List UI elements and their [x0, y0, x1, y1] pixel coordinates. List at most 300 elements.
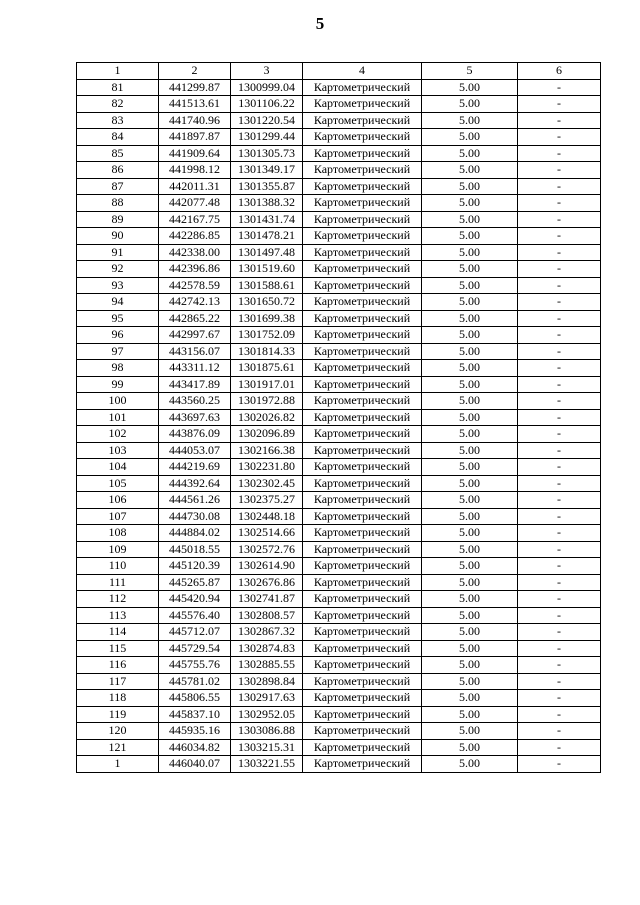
note-cell: -	[518, 706, 601, 723]
point-number-cell: 105	[77, 475, 159, 492]
y-coordinate-cell: 1301299.44	[231, 129, 303, 146]
point-number-cell: 106	[77, 492, 159, 509]
column-header: 2	[159, 63, 231, 80]
table-row	[77, 178, 601, 195]
note-cell: -	[518, 558, 601, 575]
accuracy-cell: 5.00	[422, 96, 518, 113]
method-cell: Картометрический	[303, 277, 422, 294]
accuracy-cell: 5.00	[422, 739, 518, 756]
table-row	[77, 211, 601, 228]
note-cell: -	[518, 79, 601, 96]
x-coordinate-cell: 445806.55	[159, 690, 231, 707]
table-row	[77, 756, 601, 773]
point-number-cell: 96	[77, 327, 159, 344]
x-coordinate-cell: 446040.07	[159, 756, 231, 773]
note-cell: -	[518, 162, 601, 179]
x-coordinate-cell: 441909.64	[159, 145, 231, 162]
column-header: 5	[422, 63, 518, 80]
method-cell: Картометрический	[303, 657, 422, 674]
table-row	[77, 607, 601, 624]
y-coordinate-cell: 1301650.72	[231, 294, 303, 311]
accuracy-cell: 5.00	[422, 277, 518, 294]
y-coordinate-cell: 1301699.38	[231, 310, 303, 327]
x-coordinate-cell: 442011.31	[159, 178, 231, 195]
table-row	[77, 574, 601, 591]
note-cell: -	[518, 393, 601, 410]
point-number-cell: 84	[77, 129, 159, 146]
x-coordinate-cell: 442167.75	[159, 211, 231, 228]
point-number-cell: 95	[77, 310, 159, 327]
method-cell: Картометрический	[303, 195, 422, 212]
y-coordinate-cell: 1301349.17	[231, 162, 303, 179]
method-cell: Картометрический	[303, 541, 422, 558]
table-row	[77, 310, 601, 327]
point-number-cell: 91	[77, 244, 159, 261]
point-number-cell: 87	[77, 178, 159, 195]
table-row	[77, 508, 601, 525]
x-coordinate-cell: 443417.89	[159, 376, 231, 393]
accuracy-cell: 5.00	[422, 475, 518, 492]
column-header: 4	[303, 63, 422, 80]
x-coordinate-cell: 444730.08	[159, 508, 231, 525]
y-coordinate-cell: 1301814.33	[231, 343, 303, 360]
y-coordinate-cell: 1302096.89	[231, 426, 303, 443]
note-cell: -	[518, 310, 601, 327]
x-coordinate-cell: 442286.85	[159, 228, 231, 245]
y-coordinate-cell: 1302867.32	[231, 624, 303, 641]
table-row	[77, 79, 601, 96]
note-cell: -	[518, 723, 601, 740]
accuracy-cell: 5.00	[422, 79, 518, 96]
method-cell: Картометрический	[303, 360, 422, 377]
accuracy-cell: 5.00	[422, 360, 518, 377]
x-coordinate-cell: 442742.13	[159, 294, 231, 311]
method-cell: Картометрический	[303, 442, 422, 459]
x-coordinate-cell: 444884.02	[159, 525, 231, 542]
x-coordinate-cell: 445837.10	[159, 706, 231, 723]
note-cell: -	[518, 739, 601, 756]
note-cell: -	[518, 294, 601, 311]
x-coordinate-cell: 442865.22	[159, 310, 231, 327]
y-coordinate-cell: 1301355.87	[231, 178, 303, 195]
x-coordinate-cell: 442578.59	[159, 277, 231, 294]
y-coordinate-cell: 1302231.80	[231, 459, 303, 476]
accuracy-cell: 5.00	[422, 558, 518, 575]
table-row	[77, 475, 601, 492]
method-cell: Картометрический	[303, 624, 422, 641]
note-cell: -	[518, 574, 601, 591]
note-cell: -	[518, 96, 601, 113]
point-number-cell: 107	[77, 508, 159, 525]
table-row	[77, 657, 601, 674]
point-number-cell: 112	[77, 591, 159, 608]
method-cell: Картометрический	[303, 162, 422, 179]
x-coordinate-cell: 445420.94	[159, 591, 231, 608]
x-coordinate-cell: 445120.39	[159, 558, 231, 575]
point-number-cell: 90	[77, 228, 159, 245]
method-cell: Картометрический	[303, 607, 422, 624]
x-coordinate-cell: 445265.87	[159, 574, 231, 591]
x-coordinate-cell: 441897.87	[159, 129, 231, 146]
accuracy-cell: 5.00	[422, 112, 518, 129]
accuracy-cell: 5.00	[422, 624, 518, 641]
method-cell: Картометрический	[303, 228, 422, 245]
accuracy-cell: 5.00	[422, 607, 518, 624]
accuracy-cell: 5.00	[422, 376, 518, 393]
accuracy-cell: 5.00	[422, 145, 518, 162]
x-coordinate-cell: 445781.02	[159, 673, 231, 690]
y-coordinate-cell: 1302885.55	[231, 657, 303, 674]
table-row	[77, 261, 601, 278]
x-coordinate-cell: 441998.12	[159, 162, 231, 179]
y-coordinate-cell: 1302952.05	[231, 706, 303, 723]
point-number-cell: 89	[77, 211, 159, 228]
column-header: 3	[231, 63, 303, 80]
x-coordinate-cell: 445576.40	[159, 607, 231, 624]
method-cell: Картометрический	[303, 640, 422, 657]
point-number-cell: 1	[77, 756, 159, 773]
table-row	[77, 492, 601, 509]
table-row	[77, 409, 601, 426]
table-row	[77, 376, 601, 393]
method-cell: Картометрический	[303, 492, 422, 509]
accuracy-cell: 5.00	[422, 706, 518, 723]
accuracy-cell: 5.00	[422, 723, 518, 740]
x-coordinate-cell: 442338.00	[159, 244, 231, 261]
x-coordinate-cell: 446034.82	[159, 739, 231, 756]
point-number-cell: 116	[77, 657, 159, 674]
accuracy-cell: 5.00	[422, 310, 518, 327]
accuracy-cell: 5.00	[422, 508, 518, 525]
accuracy-cell: 5.00	[422, 343, 518, 360]
note-cell: -	[518, 426, 601, 443]
x-coordinate-cell: 445729.54	[159, 640, 231, 657]
accuracy-cell: 5.00	[422, 525, 518, 542]
table-header-row	[77, 63, 601, 80]
accuracy-cell: 5.00	[422, 442, 518, 459]
point-number-cell: 86	[77, 162, 159, 179]
y-coordinate-cell: 1301519.60	[231, 261, 303, 278]
method-cell: Картометрический	[303, 723, 422, 740]
x-coordinate-cell: 444392.64	[159, 475, 231, 492]
accuracy-cell: 5.00	[422, 327, 518, 344]
accuracy-cell: 5.00	[422, 129, 518, 146]
y-coordinate-cell: 1302741.87	[231, 591, 303, 608]
note-cell: -	[518, 624, 601, 641]
point-number-cell: 99	[77, 376, 159, 393]
method-cell: Картометрический	[303, 690, 422, 707]
method-cell: Картометрический	[303, 706, 422, 723]
x-coordinate-cell: 443560.25	[159, 393, 231, 410]
y-coordinate-cell: 1302026.82	[231, 409, 303, 426]
y-coordinate-cell: 1301431.74	[231, 211, 303, 228]
point-number-cell: 109	[77, 541, 159, 558]
method-cell: Картометрический	[303, 376, 422, 393]
y-coordinate-cell: 1302302.45	[231, 475, 303, 492]
x-coordinate-cell: 445935.16	[159, 723, 231, 740]
note-cell: -	[518, 525, 601, 542]
y-coordinate-cell: 1301588.61	[231, 277, 303, 294]
point-number-cell: 81	[77, 79, 159, 96]
accuracy-cell: 5.00	[422, 541, 518, 558]
point-number-cell: 114	[77, 624, 159, 641]
y-coordinate-cell: 1302514.66	[231, 525, 303, 542]
method-cell: Картометрический	[303, 574, 422, 591]
x-coordinate-cell: 445018.55	[159, 541, 231, 558]
point-number-cell: 102	[77, 426, 159, 443]
note-cell: -	[518, 492, 601, 509]
x-coordinate-cell: 442997.67	[159, 327, 231, 344]
accuracy-cell: 5.00	[422, 261, 518, 278]
method-cell: Картометрический	[303, 426, 422, 443]
x-coordinate-cell: 442396.86	[159, 261, 231, 278]
note-cell: -	[518, 360, 601, 377]
point-number-cell: 104	[77, 459, 159, 476]
y-coordinate-cell: 1302676.86	[231, 574, 303, 591]
note-cell: -	[518, 195, 601, 212]
point-number-cell: 85	[77, 145, 159, 162]
y-coordinate-cell: 1302375.27	[231, 492, 303, 509]
point-number-cell: 118	[77, 690, 159, 707]
point-number-cell: 115	[77, 640, 159, 657]
y-coordinate-cell: 1302874.83	[231, 640, 303, 657]
table-row	[77, 673, 601, 690]
point-number-cell: 83	[77, 112, 159, 129]
table-row	[77, 343, 601, 360]
x-coordinate-cell: 442077.48	[159, 195, 231, 212]
method-cell: Картометрический	[303, 244, 422, 261]
note-cell: -	[518, 442, 601, 459]
accuracy-cell: 5.00	[422, 409, 518, 426]
point-number-cell: 97	[77, 343, 159, 360]
page-number: 5	[315, 14, 325, 33]
accuracy-cell: 5.00	[422, 492, 518, 509]
method-cell: Картометрический	[303, 294, 422, 311]
coordinates-table	[76, 62, 601, 773]
accuracy-cell: 5.00	[422, 162, 518, 179]
y-coordinate-cell: 1302572.76	[231, 541, 303, 558]
accuracy-cell: 5.00	[422, 657, 518, 674]
column-header: 1	[77, 63, 159, 80]
method-cell: Картометрический	[303, 393, 422, 410]
x-coordinate-cell: 443697.63	[159, 409, 231, 426]
table-row	[77, 96, 601, 113]
note-cell: -	[518, 591, 601, 608]
accuracy-cell: 5.00	[422, 228, 518, 245]
method-cell: Картометрический	[303, 459, 422, 476]
point-number-cell: 98	[77, 360, 159, 377]
table-row	[77, 525, 601, 542]
method-cell: Картометрический	[303, 79, 422, 96]
point-number-cell: 82	[77, 96, 159, 113]
note-cell: -	[518, 673, 601, 690]
method-cell: Картометрический	[303, 739, 422, 756]
accuracy-cell: 5.00	[422, 211, 518, 228]
y-coordinate-cell: 1301388.32	[231, 195, 303, 212]
method-cell: Картометрический	[303, 112, 422, 129]
y-coordinate-cell: 1301972.88	[231, 393, 303, 410]
y-coordinate-cell: 1303215.31	[231, 739, 303, 756]
table-row	[77, 541, 601, 558]
x-coordinate-cell: 445712.07	[159, 624, 231, 641]
method-cell: Картометрический	[303, 756, 422, 773]
table-row	[77, 624, 601, 641]
method-cell: Картометрический	[303, 673, 422, 690]
y-coordinate-cell: 1303221.55	[231, 756, 303, 773]
method-cell: Картометрический	[303, 261, 422, 278]
point-number-cell: 92	[77, 261, 159, 278]
note-cell: -	[518, 376, 601, 393]
y-coordinate-cell: 1301305.73	[231, 145, 303, 162]
y-coordinate-cell: 1301497.48	[231, 244, 303, 261]
x-coordinate-cell: 441299.87	[159, 79, 231, 96]
note-cell: -	[518, 129, 601, 146]
x-coordinate-cell: 441740.96	[159, 112, 231, 129]
y-coordinate-cell: 1301106.22	[231, 96, 303, 113]
x-coordinate-cell: 441513.61	[159, 96, 231, 113]
note-cell: -	[518, 327, 601, 344]
point-number-cell: 108	[77, 525, 159, 542]
table-row	[77, 442, 601, 459]
method-cell: Картометрический	[303, 145, 422, 162]
accuracy-cell: 5.00	[422, 244, 518, 261]
table-row	[77, 360, 601, 377]
note-cell: -	[518, 211, 601, 228]
table-row	[77, 129, 601, 146]
table-row	[77, 558, 601, 575]
note-cell: -	[518, 640, 601, 657]
point-number-cell: 94	[77, 294, 159, 311]
table-row	[77, 145, 601, 162]
note-cell: -	[518, 343, 601, 360]
note-cell: -	[518, 756, 601, 773]
accuracy-cell: 5.00	[422, 393, 518, 410]
note-cell: -	[518, 145, 601, 162]
note-cell: -	[518, 508, 601, 525]
table-row	[77, 640, 601, 657]
note-cell: -	[518, 261, 601, 278]
note-cell: -	[518, 475, 601, 492]
point-number-cell: 120	[77, 723, 159, 740]
point-number-cell: 101	[77, 409, 159, 426]
note-cell: -	[518, 409, 601, 426]
point-number-cell: 113	[77, 607, 159, 624]
x-coordinate-cell: 444561.26	[159, 492, 231, 509]
point-number-cell: 88	[77, 195, 159, 212]
method-cell: Картометрический	[303, 409, 422, 426]
method-cell: Картометрический	[303, 211, 422, 228]
note-cell: -	[518, 178, 601, 195]
y-coordinate-cell: 1302808.57	[231, 607, 303, 624]
accuracy-cell: 5.00	[422, 195, 518, 212]
point-number-cell: 103	[77, 442, 159, 459]
table-row	[77, 459, 601, 476]
y-coordinate-cell: 1301478.21	[231, 228, 303, 245]
point-number-cell: 100	[77, 393, 159, 410]
accuracy-cell: 5.00	[422, 426, 518, 443]
table-row	[77, 393, 601, 410]
accuracy-cell: 5.00	[422, 690, 518, 707]
point-number-cell: 110	[77, 558, 159, 575]
table-row	[77, 112, 601, 129]
accuracy-cell: 5.00	[422, 574, 518, 591]
table-row	[77, 195, 601, 212]
accuracy-cell: 5.00	[422, 294, 518, 311]
x-coordinate-cell: 443156.07	[159, 343, 231, 360]
table-row	[77, 327, 601, 344]
method-cell: Картометрический	[303, 591, 422, 608]
table-row	[77, 723, 601, 740]
y-coordinate-cell: 1300999.04	[231, 79, 303, 96]
x-coordinate-cell: 444053.07	[159, 442, 231, 459]
table-row	[77, 228, 601, 245]
note-cell: -	[518, 690, 601, 707]
y-coordinate-cell: 1302898.84	[231, 673, 303, 690]
x-coordinate-cell: 445755.76	[159, 657, 231, 674]
method-cell: Картометрический	[303, 310, 422, 327]
accuracy-cell: 5.00	[422, 178, 518, 195]
note-cell: -	[518, 112, 601, 129]
method-cell: Картометрический	[303, 525, 422, 542]
table-row	[77, 706, 601, 723]
note-cell: -	[518, 228, 601, 245]
table-row	[77, 162, 601, 179]
method-cell: Картометрический	[303, 96, 422, 113]
method-cell: Картометрический	[303, 327, 422, 344]
y-coordinate-cell: 1303086.88	[231, 723, 303, 740]
x-coordinate-cell: 443311.12	[159, 360, 231, 377]
method-cell: Картометрический	[303, 475, 422, 492]
note-cell: -	[518, 277, 601, 294]
table-row	[77, 244, 601, 261]
table-row	[77, 426, 601, 443]
y-coordinate-cell: 1302166.38	[231, 442, 303, 459]
table-row	[77, 294, 601, 311]
y-coordinate-cell: 1301220.54	[231, 112, 303, 129]
table-row	[77, 690, 601, 707]
accuracy-cell: 5.00	[422, 640, 518, 657]
accuracy-cell: 5.00	[422, 673, 518, 690]
method-cell: Картометрический	[303, 178, 422, 195]
table-row	[77, 739, 601, 756]
point-number-cell: 111	[77, 574, 159, 591]
y-coordinate-cell: 1301752.09	[231, 327, 303, 344]
method-cell: Картометрический	[303, 129, 422, 146]
note-cell: -	[518, 459, 601, 476]
y-coordinate-cell: 1301875.61	[231, 360, 303, 377]
accuracy-cell: 5.00	[422, 756, 518, 773]
point-number-cell: 119	[77, 706, 159, 723]
x-coordinate-cell: 444219.69	[159, 459, 231, 476]
point-number-cell: 93	[77, 277, 159, 294]
table-row	[77, 277, 601, 294]
method-cell: Картометрический	[303, 558, 422, 575]
method-cell: Картометрический	[303, 343, 422, 360]
table-row	[77, 591, 601, 608]
note-cell: -	[518, 607, 601, 624]
y-coordinate-cell: 1302448.18	[231, 508, 303, 525]
note-cell: -	[518, 657, 601, 674]
y-coordinate-cell: 1301917.01	[231, 376, 303, 393]
accuracy-cell: 5.00	[422, 459, 518, 476]
note-cell: -	[518, 244, 601, 261]
method-cell: Картометрический	[303, 508, 422, 525]
note-cell: -	[518, 541, 601, 558]
point-number-cell: 117	[77, 673, 159, 690]
point-number-cell: 121	[77, 739, 159, 756]
x-coordinate-cell: 443876.09	[159, 426, 231, 443]
accuracy-cell: 5.00	[422, 591, 518, 608]
